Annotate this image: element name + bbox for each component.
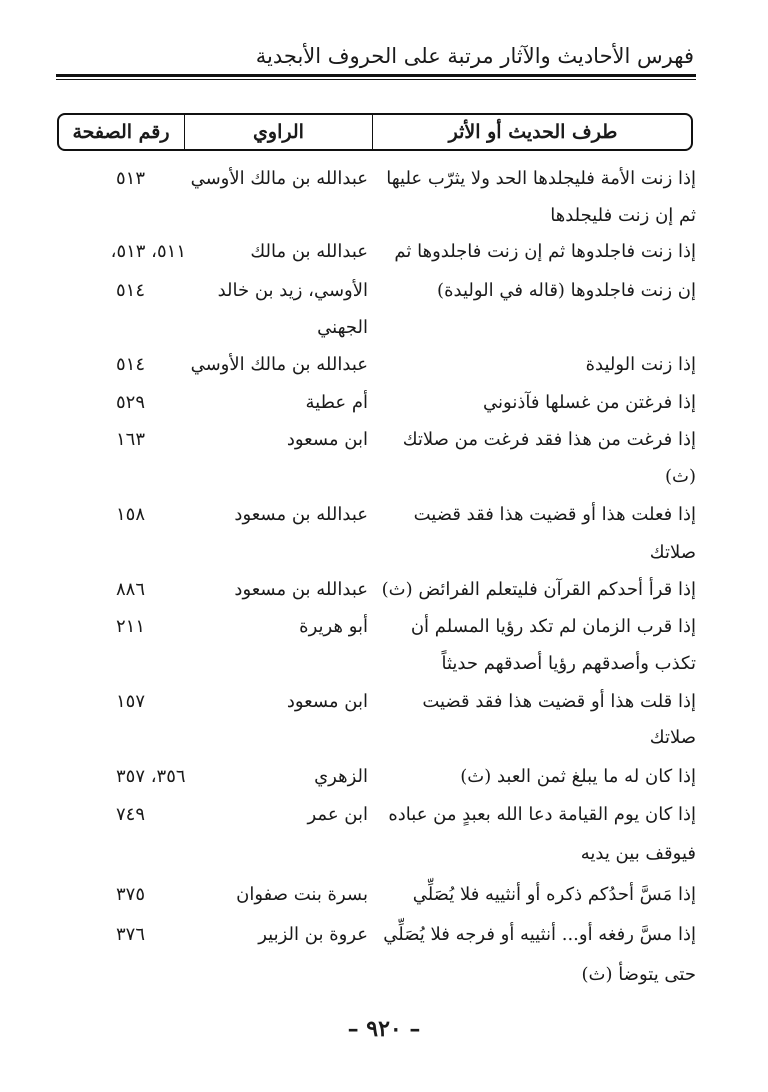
page-ref: ٥١٣ [116,168,146,189]
header-hadith: طرف الحديث أو الأثر [448,121,618,143]
header-narrator: الراوي [185,115,373,149]
page-ref: ١٥٧ [116,691,146,712]
table-header [57,113,693,151]
page-number: – ٩٢٠ – [347,1016,421,1042]
narrator: ابن عمر [307,804,368,825]
hadith-text: إذا قرب الزمان لم تكد رؤيا المسلم أن [410,616,696,637]
page-ref: ٥١٤ [116,280,146,301]
hadith-text: حتى يتوضأ (ث) [581,964,696,985]
narrator: ابن مسعود [286,429,368,450]
narrator: الأوسي، زيد بن خالد [217,280,368,301]
narrator: ابن مسعود [286,691,368,712]
narrator: بسرة بنت صفوان [236,884,368,905]
hadith-text: إذا مَسَّ أحدُكم ذكره أو أنثييه فلا يُصَلِّي [412,884,696,905]
hadith-text: إذا زنت الوليدة [585,354,696,375]
page-ref: ٨٨٦ [116,579,146,600]
hadith-text: إذا مسَّ رفغه أو... أنثييه أو فرجه فلا يُصَلِّي [383,924,696,945]
narrator: عبدالله بن مالك الأوسي [190,354,368,375]
running-title: فهرس الأحاديث والآثار مرتبة على الحروف الأبجدية [255,44,694,68]
page-ref: ٣٥٦، ٣٥٧ [116,766,186,787]
narrator: أبو هريرة [299,616,368,637]
header-rule-thick [56,74,696,77]
hadith-text: إن زنت فاجلدوها (قاله في الوليدة) [437,280,696,301]
hadith-text: إذا كان يوم القيامة دعا الله بعبدٍ من عباده [388,804,696,825]
hadith-text: صلاتك [649,727,696,748]
page-ref: ٣٧٦ [116,924,146,945]
narrator: الزهري [314,766,368,787]
narrator: عبدالله بن مالك [250,241,368,262]
page-ref: ٥١١، ٥١٣، [110,241,186,262]
page-ref: ٢١١ [116,616,146,637]
narrator: عبدالله بن مسعود [234,504,368,525]
hadith-text: (ث) [665,466,696,487]
hadith-text: إذا كان له ما يبلغ ثمن العبد (ث) [460,766,696,787]
page-ref: ١٥٨ [116,504,146,525]
hadith-text: إذا فرغت من هذا فقد فرغت من صلاتك [402,429,696,450]
page-ref: ٥٢٩ [116,392,146,413]
hadith-text: إذا فعلت هذا أو قضيت هذا فقد قضيت [413,504,696,525]
hadith-text: إذا زنت فاجلدوها ثم إن زنت فاجلدوها ثم [394,241,696,262]
hadith-text: تكذب وأصدقهم رؤيا أصدقهم حديثاً [441,653,696,674]
narrator: أم عطية [305,392,368,413]
header-page: رقم الصفحة [58,115,185,149]
hadith-text: فيوقف بين يديه [580,843,696,864]
hadith-text: إذا فرغتن من غسلها فآذنوني [483,392,696,413]
hadith-text: صلاتك [649,542,696,563]
hadith-text: ثم إن زنت فليجلدها [550,205,696,226]
narrator: الجهني [317,317,368,338]
page-ref: ٧٤٩ [116,804,146,825]
hadith-text: إذا قلت هذا أو قضيت هذا فقد قضيت [422,691,696,712]
hadith-text: إذا زنت الأمة فليجلدها الحد ولا يثرّب عليها [386,168,696,189]
page-ref: ٥١٤ [116,354,146,375]
header-rule-thin [56,79,696,80]
page-ref: ١٦٣ [116,429,146,450]
hadith-text: إذا قرأ أحدكم القرآن فليتعلم الفرائض (ث) [381,579,696,600]
narrator: عروة بن الزبير [258,924,368,945]
narrator: عبدالله بن مسعود [234,579,368,600]
narrator: عبدالله بن مالك الأوسي [190,168,368,189]
page-ref: ٣٧٥ [116,884,146,905]
